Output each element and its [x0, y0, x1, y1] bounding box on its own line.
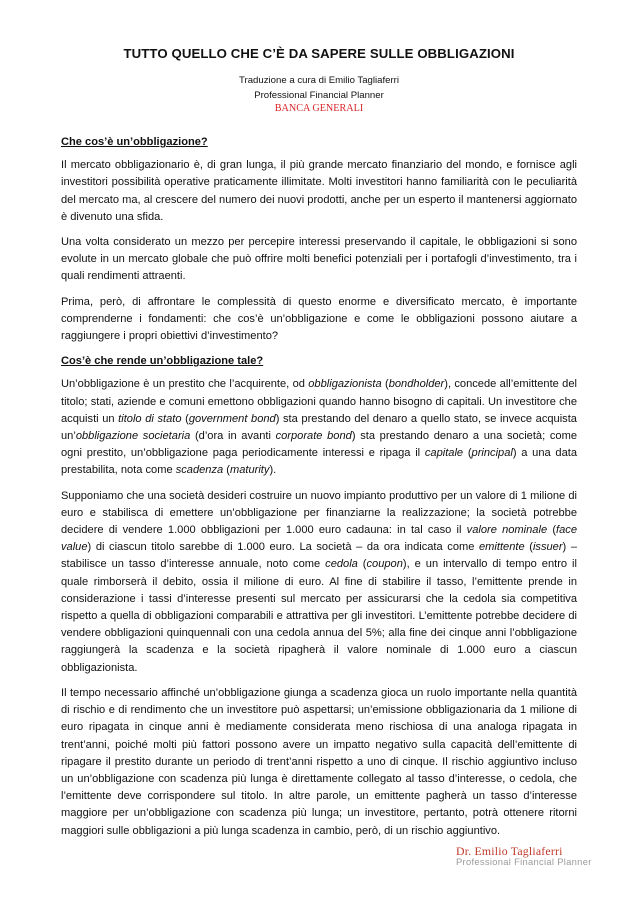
- paragraph: Il mercato obbligazionario è, di gran lunga, il più grande mercato finanziario del mondo, e fornisce agli investitori possibilità operative praticamente illimitate. Molti investitori hanno familiarità con le peculiarità del mercato ma, al crescere del numero dei nuovi prodotti, anche per un esperto il mantenersi aggiornato è divenuto una sfida.: [61, 159, 577, 223]
- footer-signature-name: Dr. Emilio Tagliaferri: [456, 844, 563, 858]
- paragraph: Supponiamo che una società desideri costruire un nuovo impianto produttivo per un valore di 1 milione di euro e stabilisca di emettere un’obbligazione per finanziarne la realizzazione; la società potrebbe decidere di vendere 1.000 obbligazioni per 1.000 euro cadauna: in tal caso il valore nominale (face value) di ciascun titolo sarebbe di 1.000 euro. La società – da ora indicata come emittente (issuer) – stabilisce un tasso d’interesse annuale, noto come cedola (coupon), e un intervallo di tempo entro il quale rimborserà il debito, ossia il milione di euro. Al fine di stabilire il tasso, l’emittente prende in considerazione i tassi d’interesse presenti sul mercato per assicurarsi che la cedola sia competitiva rispetto a quella di obbligazioni comparabili e attrattiva per gli investitori. L’emittente potrebbe decidere di vendere obbligazioni quinquennali con una cedola annua del 5%; alla fine dei cinque anni l’obbligazione raggiungerà la scadenza e la società ripagherà il valore nominale di 1.000 euro a ciascun obbligazionista.: [61, 489, 578, 674]
- section-heading-what-makes-bond: Cos’è che rende un’obbligazione tale?: [61, 355, 264, 368]
- section-heading-what-is-bond: Che cos’è un’obbligazione?: [61, 136, 208, 148]
- translation-credit: Traduzione a cura di Emilio Tagliaferri: [239, 75, 399, 86]
- paragraph: Prima, però, di affrontare le complessità di questo enorme e diversificato mercato, è importante comprenderne i fondamenti: che cos’è un’obbligazione e come le obbligazioni possono aiutare a raggiungere i propri obiettivi d’investimento?: [61, 295, 577, 343]
- footer-signature-role: Professional Financial Planner: [456, 856, 592, 867]
- company-name: BANCA GENERALI: [274, 103, 364, 114]
- translator-role: Professional Financial Planner: [254, 90, 384, 101]
- paragraph: Un’obbligazione è un prestito che l’acquirente, od obbligazionista (bondholder), concede all’emittente del titolo; stati, aziende e comuni emettono obbligazioni quando hanno bisogno di capitali. Un investitore che acquisti un titolo di stato (government bond) sta prestando del denaro a quello stato, se invece acquista un’obbligazione societaria (d’ora in avanti corporate bond) sta prestando denaro a una società; come ogni prestito, un’obbligazione paga periodicamente interessi e ripaga il capitale (principal) a una data prestabilita, nota come scadenza (maturity).: [61, 378, 578, 477]
- paragraph: Una volta considerato un mezzo per percepire interessi preservando il capitale, le obbligazioni si sono evolute in un mercato globale che può offrire molti benefici potenziali per i portafogli d’investimento, tra i quali rendimenti attraenti.: [61, 236, 577, 283]
- document-title: TUTTO QUELLO CHE C’È DA SAPERE SULLE OBBLIGAZIONI: [123, 46, 515, 61]
- paragraph: Il tempo necessario affinché un’obbligazione giunga a scadenza gioca un ruolo importante nella quantità di rischio e di rendimento che un investitore può aspettarsi; un’emissione obbligazionaria da 1 milione di euro ripagata in cinque anni è mediamente considerata meno rischiosa di una analoga ripagata in trent’anni, poiché molti più fattori possono avere un impatto negativo sulla capacità dell’emittente di ripagare il prestito durante un periodo di trent’anni rispetto a uno di cinque. Il rischio aggiuntivo incluso un un’obbligazione con scadenza più lunga è direttamente collegato al tasso d’interesse, o cedola, che l’emittente deve corrispondere sul titolo. In altre parole, un emittente pagherà un tasso d’interesse maggiore per un’obbligazione con scadenza più lunga; un investitore, pertanto, potrà ottenere ritorni maggiori sulle obbligazioni a più lunga scadenza in cambio, però, di un rischio aggiuntivo.: [61, 686, 577, 837]
- document-body: [61, 134, 577, 848]
